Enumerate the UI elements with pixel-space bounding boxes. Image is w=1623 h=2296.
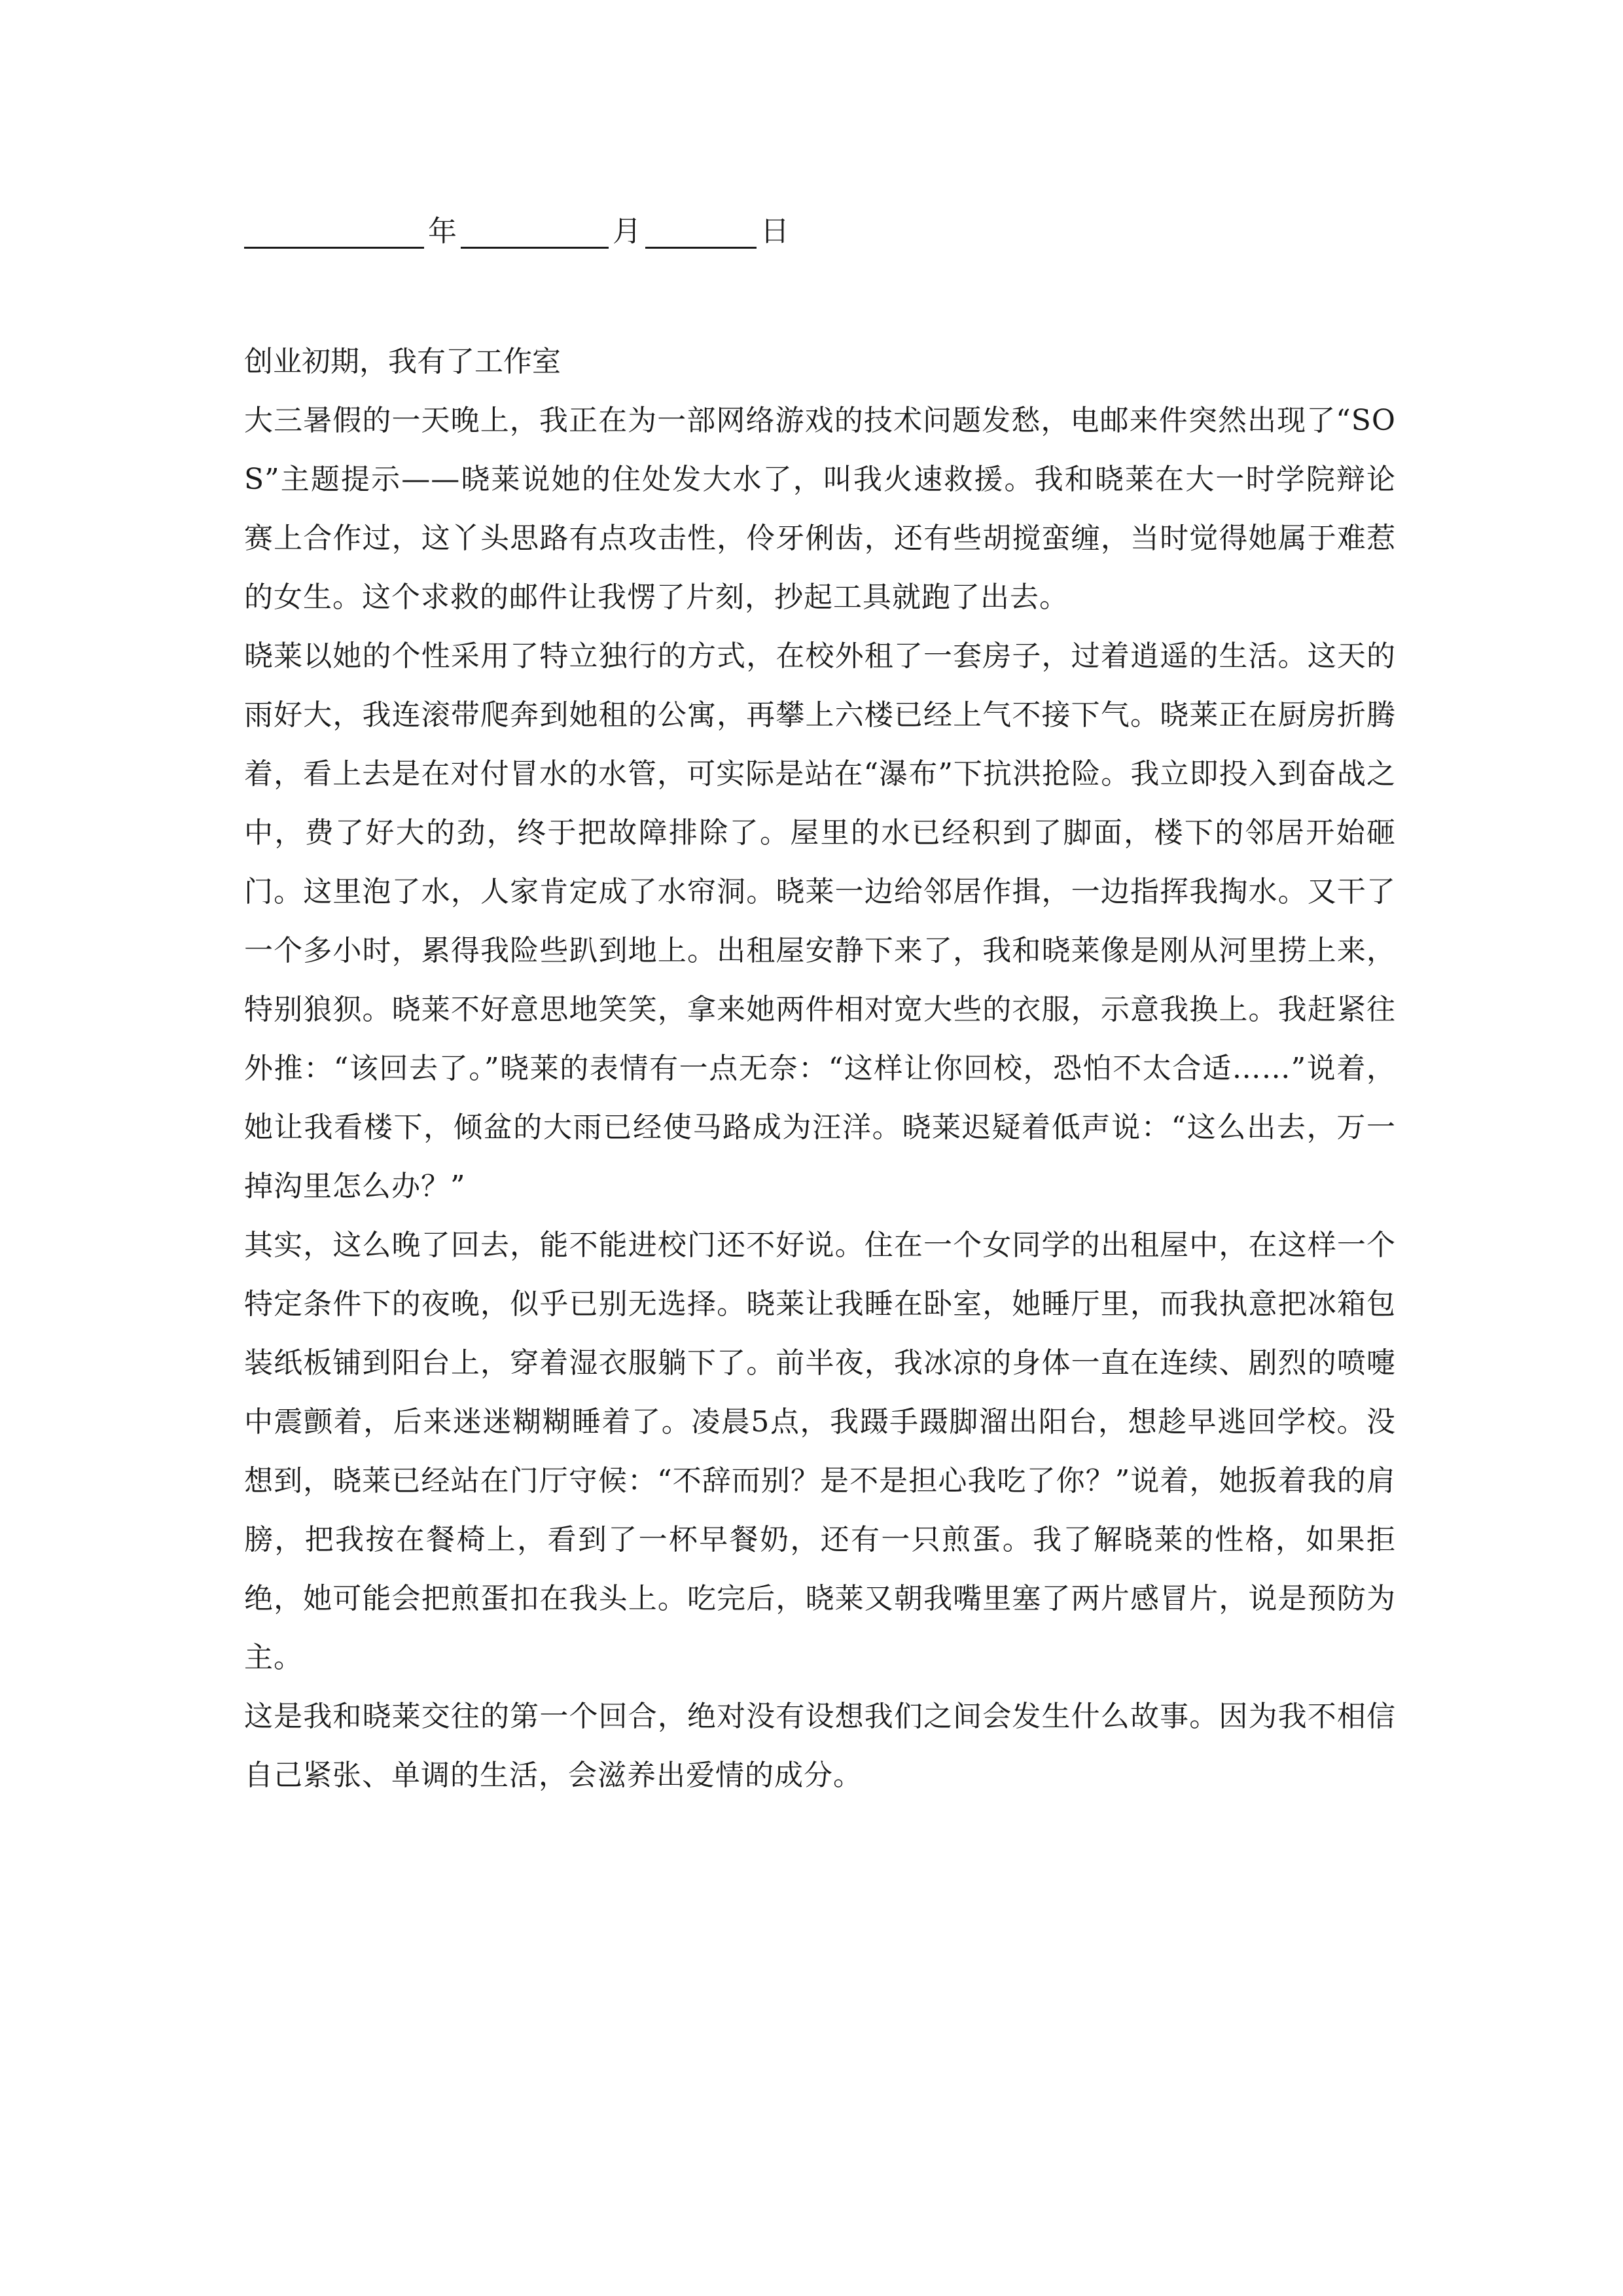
paragraph-3: 其实，这么晚了回去，能不能进校门还不好说。住在一个女同学的出租屋中，在这样一个特定条件下的夜晚，似乎已别无选择。晓莱让我睡在卧室，她睡厅里，而我执意把冰箱包装纸板铺到阳台上，穿着湿衣服躺下了。前半夜，我冰凉的身体一直在连续、剧烈的喷嚏中震颤着，后来迷迷糊糊睡着了。凌晨5点，我蹑手蹑脚溜出阳台，想趁早逃回学校。没想到，晓莱已经站在门厅守候：“不辞而别？是不是担心我吃了你？”说着，她扳着我的肩膀，把我按在餐椅上，看到了一杯早餐奶，还有一只煎蛋。我了解晓莱的性格，如果拒绝，她可能会把煎蛋扣在我头上。吃完后，晓莱又朝我嘴里塞了两片感冒片，说是预防为主。 (244, 1229, 1396, 1674)
date-line (244, 208, 793, 255)
document-page (244, 0, 1396, 2296)
year-blank[interactable] (244, 211, 424, 249)
article-title: 创业初期，我有了工作室 (244, 345, 561, 378)
month-unit: 月 (613, 215, 641, 248)
article-body (244, 332, 1396, 1805)
year-unit: 年 (428, 215, 457, 248)
day-unit: 日 (760, 215, 789, 248)
paragraph-1: 大三暑假的一天晚上，我正在为一部网络游戏的技术问题发愁，电邮来件突然出现了“SOS”主题提示——晓莱说她的住处发大水了，叫我火速救援。我和晓莱在大一时学院辩论赛上合作过，这丫头思路有点攻击性，伶牙俐齿，还有些胡搅蛮缠，当时觉得她属于难惹的女生。这个求救的邮件让我愣了片刻，抄起工具就跑了出去。 (244, 404, 1396, 614)
month-blank[interactable] (461, 211, 609, 249)
paragraph-4: 这是我和晓莱交往的第一个回合，绝对没有设想我们之间会发生什么故事。因为我不相信自己紧张、单调的生活，会滋养出爱情的成分。 (244, 1700, 1396, 1792)
day-blank[interactable] (645, 211, 757, 249)
paragraph-2: 晓莱以她的个性采用了特立独行的方式，在校外租了一套房子，过着逍遥的生活。这天的雨好大，我连滚带爬奔到她租的公寓，再攀上六楼已经上气不接下气。晓莱正在厨房折腾着，看上去是在对付冒水的水管，可实际是站在“瀑布”下抗洪抢险。我立即投入到奋战之中，费了好大的劲，终于把故障排除了。屋里的水已经积到了脚面，楼下的邻居开始砸门。这里泡了水，人家肯定成了水帘洞。晓莱一边给邻居作揖，一边指挥我掏水。又干了一个多小时，累得我险些趴到地上。出租屋安静下来了，我和晓莱像是刚从河里捞上来，特别狼狈。晓莱不好意思地笑笑，拿来她两件相对宽大些的衣服，示意我换上。我赶紧往外推：“该回去了。”晓莱的表情有一点无奈：“这样让你回校，恐怕不太合适……”说着，她让我看楼下，倾盆的大雨已经使马路成为汪洋。晓莱迟疑着低声说：“这么出去，万一掉沟里怎么办？” (244, 639, 1396, 1203)
